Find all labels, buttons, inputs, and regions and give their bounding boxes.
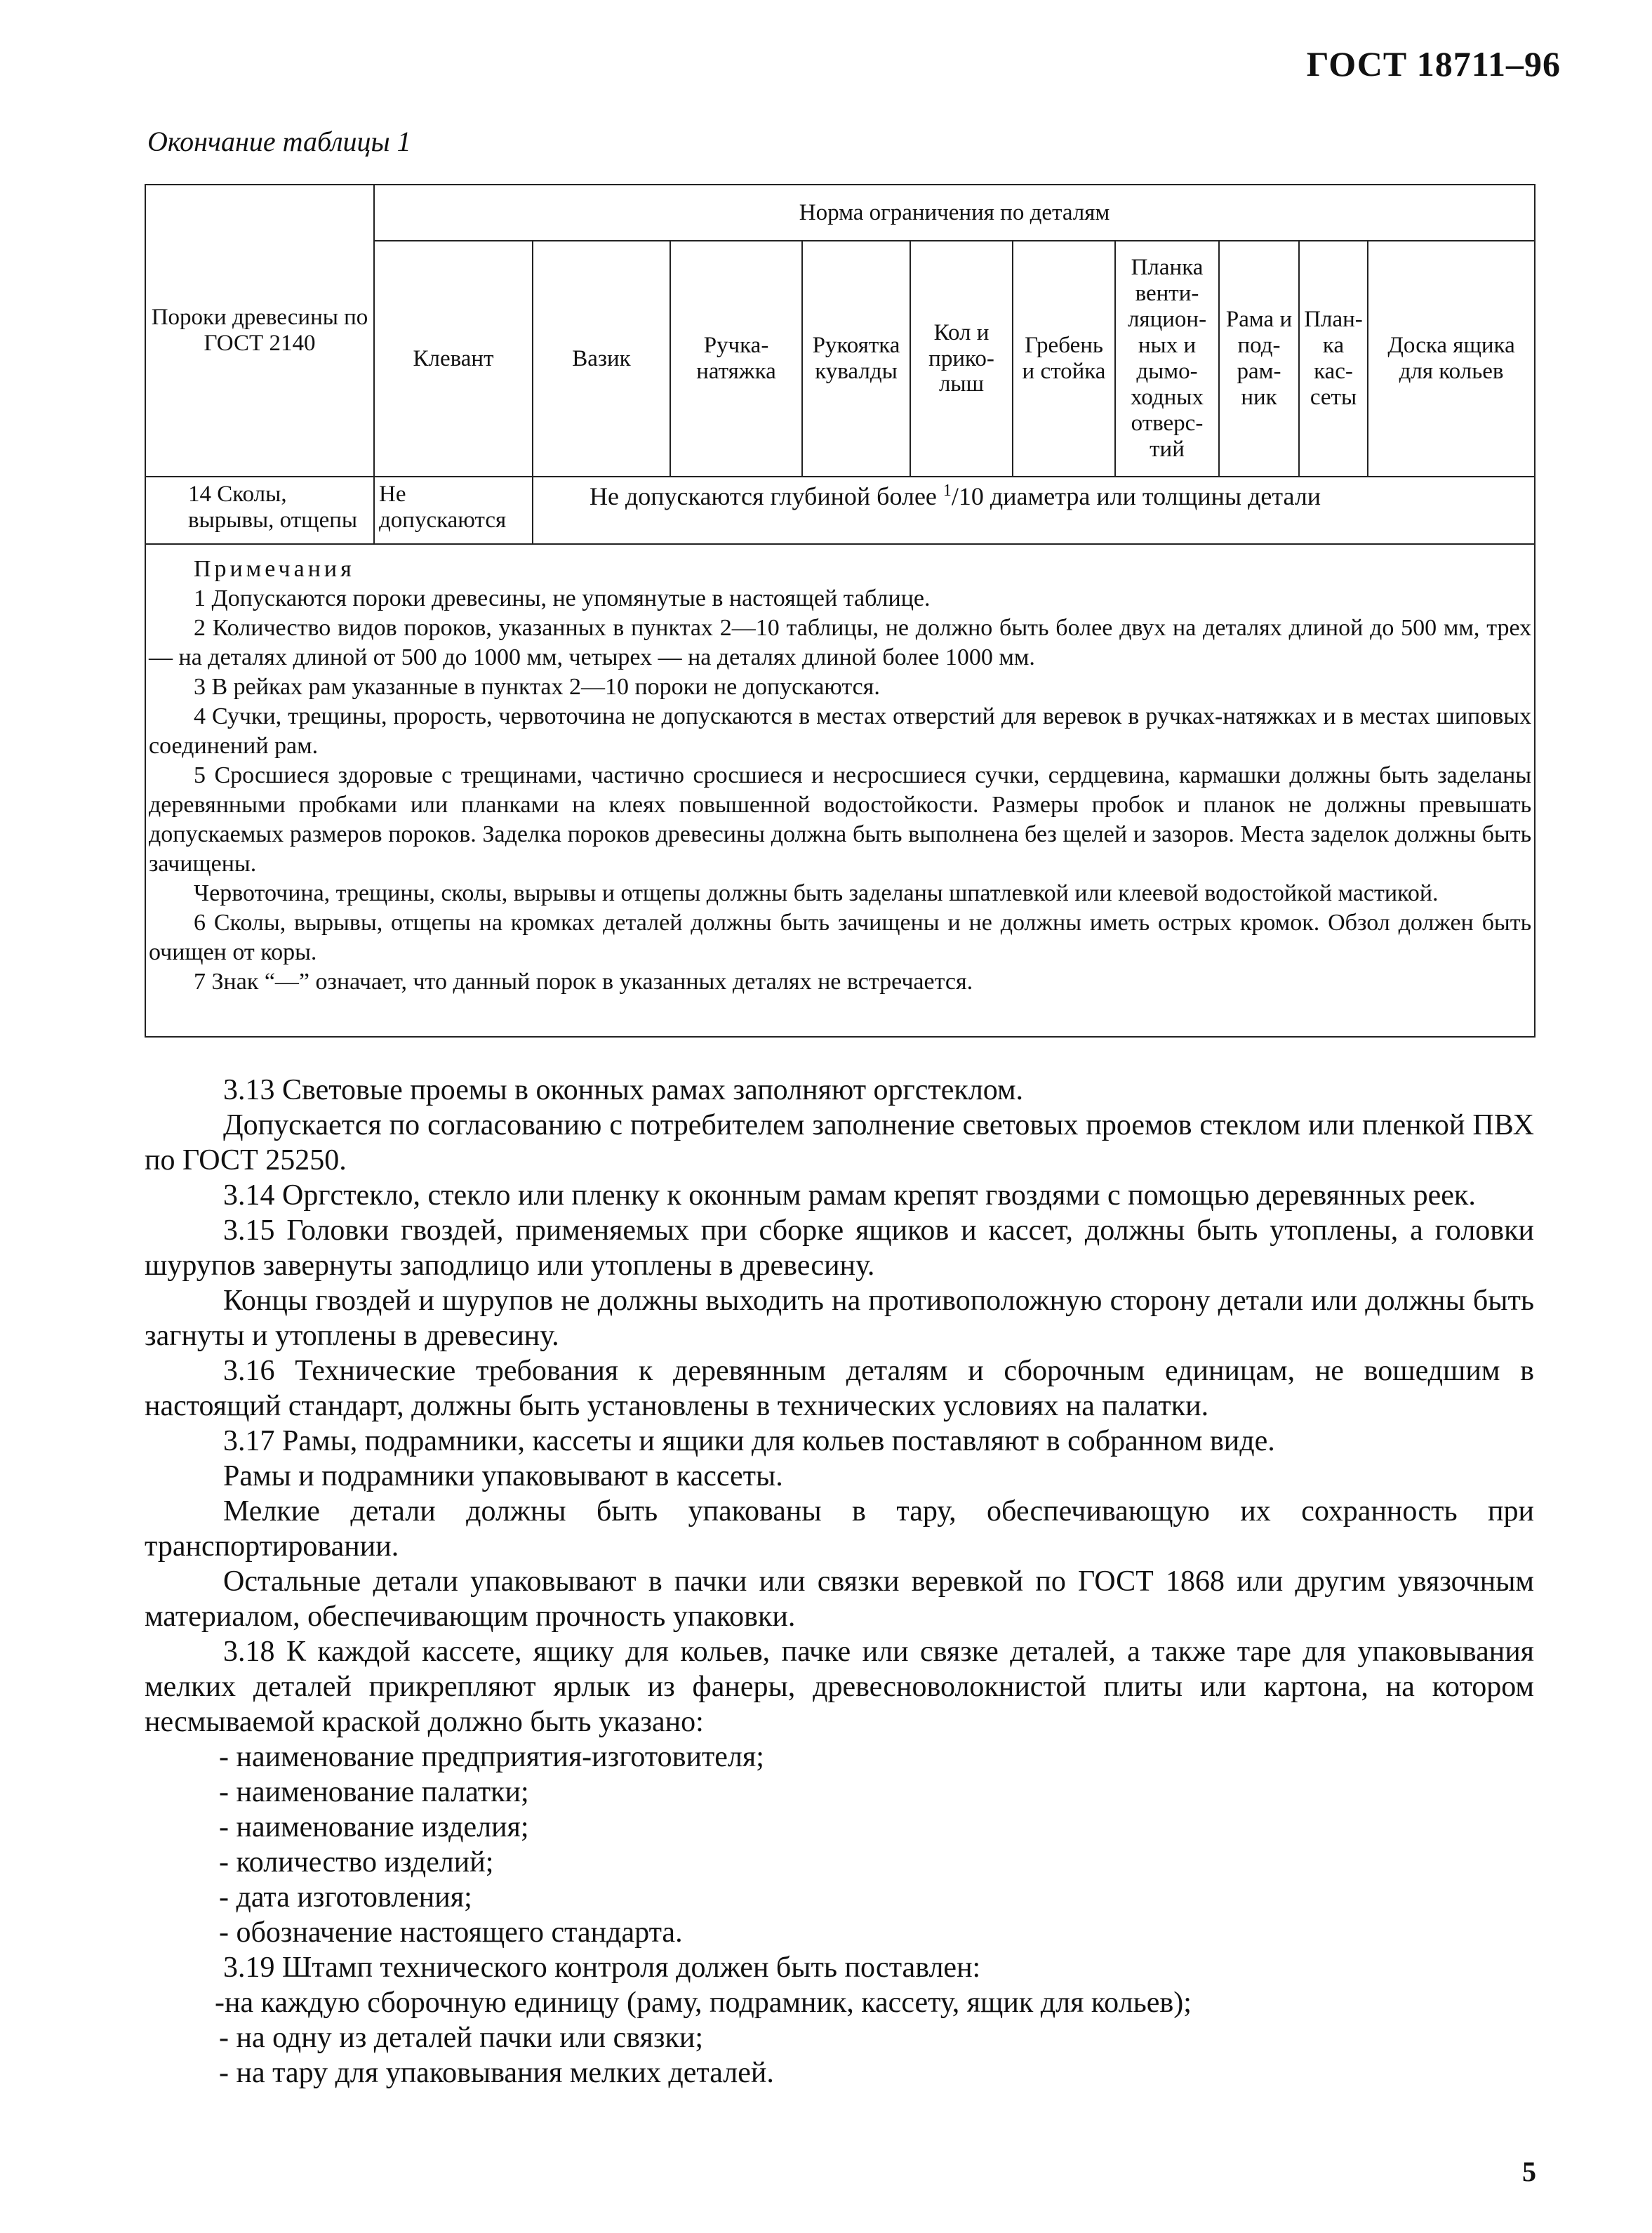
note: 7 Знак “—” означает, что данный порок в указанных деталях не встречается.: [194, 969, 973, 995]
list-item: - дата изготовления;: [219, 1881, 472, 1914]
column-header: Планка венти-ляцион-ных и дымо-ходных отверс-тий: [1115, 241, 1219, 477]
notes-title: Примечания: [194, 556, 355, 582]
common-norm-cell: [533, 477, 1535, 544]
defect-name-cell: 14 Сколы, вырывы, отщепы: [145, 477, 374, 544]
body-text: [145, 1073, 1534, 2090]
table-row: [145, 477, 1535, 544]
list-item: - наименование предприятия-изготовителя;: [219, 1741, 764, 1773]
page-number: 5: [1522, 2156, 1536, 2187]
norm-text-before: Не допускаются глубиной более: [589, 482, 943, 510]
note: Червоточина, трещины, сколы, вырывы и отщепы должны быть заделаны шпатлевкой или клеевой водостойкой мастикой.: [194, 880, 1439, 906]
column-header: Рукоятка кувалды: [802, 241, 910, 477]
paragraph: 3.14 Оргстекло, стекло или пленку к оконным рамам крепят гвоздями с помощью деревянных реек.: [223, 1179, 1476, 1212]
paragraph: Рамы и подрамники упаковывают в кассеты.: [223, 1460, 783, 1492]
column-header: Клевант: [374, 241, 533, 477]
defects-table: [145, 184, 1536, 1038]
note: 4 Сучки, трещины, прорость, червоточина не допускаются в местах отверстий для веревок в ручках-натяжках и в местах шиповых соединений рам.: [149, 703, 1532, 759]
column-header: Гребень и стойка: [1013, 241, 1115, 477]
row-header-cell: Пороки древесины по ГОСТ 2140: [145, 185, 374, 477]
norm-text-after: диаметра или толщины детали: [983, 482, 1321, 510]
note: 6 Сколы, вырывы, отщепы на кромках деталей должны быть зачищены и не должны иметь острых кромок. Обзол должен быть очищен от коры.: [149, 910, 1532, 965]
note: 5 Сросшиеся здоровые с трещинами, частично сросшиеся и несросшиеся сучки, сердцевина, кармашки должны быть заделаны деревянными пробками или планками на клеях повышенной водостойкости. Размеры пробок и планок не должны превышать допускаемых размеров пороков. Заделка пороков древесины должна быть выполнена без щелей и зазоров. Места заделок должны быть зачищены.: [149, 762, 1532, 877]
column-header: Вазик: [533, 241, 670, 477]
note: 1 Допускаются пороки древесины, не упомянутые в настоящей таблице.: [194, 585, 931, 611]
list-item: - наименование изделия;: [219, 1811, 529, 1843]
column-header: План-ка кас-сеты: [1299, 241, 1368, 477]
klevant-norm-cell: Не допускаются: [374, 477, 533, 544]
list-item: - обозначение настоящего стандарта.: [219, 1916, 683, 1949]
paragraph: 3.16 Технические требования к деревянным деталям и сборочным единицам, не вошедшим в настоящий стандарт, должны быть установлены в технических условиях на палатки.: [145, 1355, 1534, 1422]
group-header-cell: Норма ограничения по деталям: [374, 185, 1535, 241]
paragraph: Допускается по согласованию с потребителем заполнение световых проемов стеклом или пленкой ПВХ по ГОСТ 25250.: [145, 1109, 1534, 1177]
list-item: -на каждую сборочную единицу (раму, подрамник, кассету, ящик для кольев);: [215, 1987, 1192, 2019]
note: 2 Количество видов пороков, указанных в пунктах 2—10 таблицы, не должно быть более двух на деталях длиной до 500 мм, трех — на деталях длиной от 500 до 1000 мм, четырех — на деталях длиной более 1000 мм.: [149, 615, 1532, 670]
column-header: Рама и под-рам-ник: [1219, 241, 1299, 477]
paragraph: Концы гвоздей и шурупов не должны выходить на противоположную сторону детали или должны быть загнуты и утоплены в древесину.: [145, 1285, 1534, 1352]
column-header: Кол и прико-лыш: [910, 241, 1013, 477]
notes-cell: [145, 544, 1535, 1037]
note: 3 В рейках рам указанные в пунктах 2—10 пороки не допускаются.: [194, 674, 880, 700]
paragraph: 3.13 Световые проемы в оконных рамах заполняют оргстеклом.: [223, 1074, 1024, 1106]
paragraph: 3.17 Рамы, подрамники, кассеты и ящики для кольев поставляют в собранном виде.: [223, 1425, 1275, 1457]
list-item: - на тару для упаковывания мелких деталей.: [219, 2057, 774, 2089]
column-header: Доска ящика для кольев: [1368, 241, 1535, 477]
paragraph: 3.18 К каждой кассете, ящику для кольев, пачке или связке деталей, а также таре для упаковывания мелких деталей прикрепляют ярлык из фанеры, древесноволокнистой плиты или картона, на котором несмываемой краской должно быть указано:: [145, 1636, 1534, 1738]
paragraph: 3.15 Головки гвоздей, применяемых при сборке ящиков и кассет, должны быть утоплены, а головки шурупов завернуты заподлицо или утоплены в древесину.: [145, 1214, 1534, 1282]
gost-code: ГОСТ 18711–96: [1306, 44, 1561, 84]
list-item: - наименование палатки;: [219, 1776, 529, 1808]
list-item: - на одну из деталей пачки или связки;: [219, 2022, 704, 2054]
paragraph: Остальные детали упаковывают в пачки или связки веревкой по ГОСТ 1868 или другим увязочным материалом, обеспечивающим прочность упаковки.: [145, 1565, 1534, 1633]
paragraph: 3.19 Штамп технического контроля должен быть поставлен:: [223, 1952, 981, 1984]
table-caption: Окончание таблицы 1: [147, 126, 411, 157]
paragraph: Мелкие детали должны быть упакованы в тару, обеспечивающую их сохранность при транспортировании.: [145, 1495, 1534, 1563]
fraction-denominator: /10: [951, 482, 984, 510]
fraction-numerator: 1: [942, 482, 952, 500]
column-header: Ручка-натяжка: [670, 241, 802, 477]
list-item: - количество изделий;: [219, 1846, 494, 1878]
